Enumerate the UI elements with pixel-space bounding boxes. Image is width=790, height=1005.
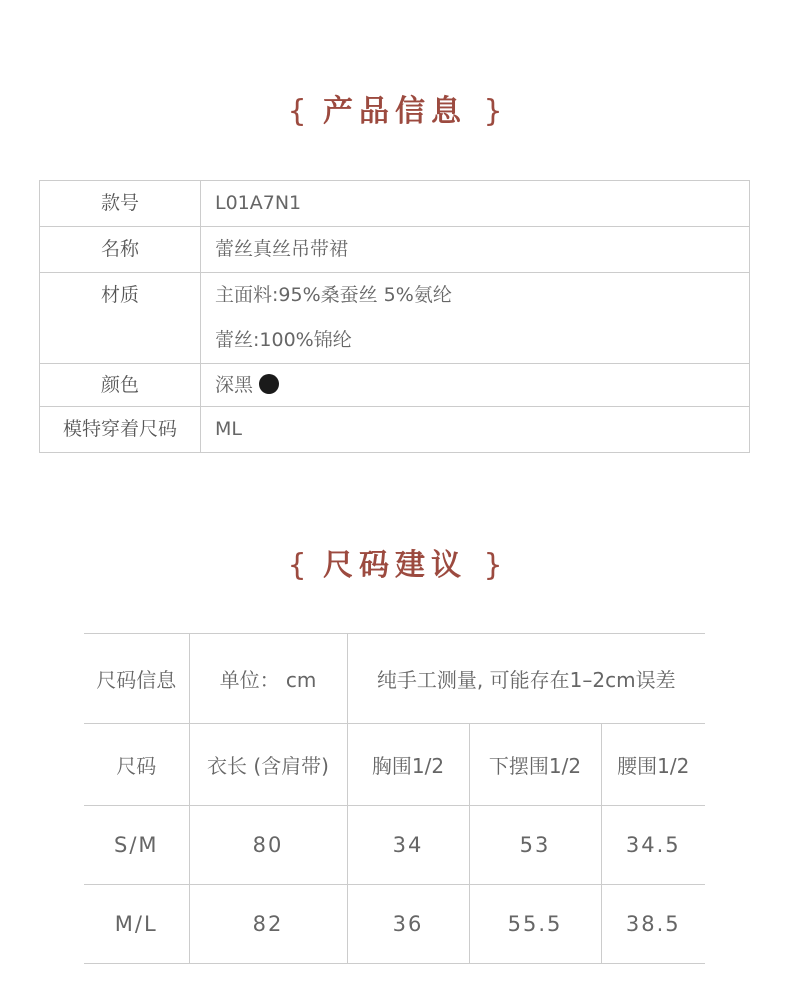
- info-value: 蕾丝真丝吊带裙: [201, 227, 750, 273]
- table-cell: 34: [347, 806, 469, 885]
- column-header: 腰围1/2: [601, 724, 705, 806]
- product-info-title: [0, 86, 790, 130]
- size-info-label: 尺码信息: [84, 634, 189, 724]
- column-header: 衣长 (含肩带): [189, 724, 347, 806]
- info-row-material: [40, 273, 750, 364]
- table-cell: S/M: [84, 806, 189, 885]
- info-row-model-size: [40, 407, 750, 453]
- info-label: 款号: [40, 181, 201, 227]
- info-row-style-number: [40, 181, 750, 227]
- left-brace: {: [287, 94, 307, 129]
- info-label: 颜色: [40, 364, 201, 407]
- info-value: 主面料:95%桑蚕丝 5%氨纶 蕾丝:100%锦纶: [201, 273, 750, 364]
- size-header-row: [84, 634, 705, 724]
- info-label: 名称: [40, 227, 201, 273]
- table-cell: M/L: [84, 885, 189, 964]
- info-row-name: [40, 227, 750, 273]
- table-row: [84, 885, 705, 964]
- table-cell: 82: [189, 885, 347, 964]
- size-columns-row: [84, 724, 705, 806]
- column-header: 尺码: [84, 724, 189, 806]
- measurement-note: 纯手工测量, 可能存在1–2cm误差: [347, 634, 705, 724]
- table-cell: 34.5: [601, 806, 705, 885]
- info-value: L01A7N1: [201, 181, 750, 227]
- size-table: [84, 633, 705, 964]
- table-row: [84, 806, 705, 885]
- product-info-title-text: 产品信息: [323, 94, 467, 129]
- table-cell: 80: [189, 806, 347, 885]
- unit-label: 单位： cm: [189, 634, 347, 724]
- table-cell: 36: [347, 885, 469, 964]
- info-label: 模特穿着尺码: [40, 407, 201, 453]
- info-value: ML: [201, 407, 750, 453]
- info-value: [201, 364, 750, 407]
- color-swatch: [259, 374, 279, 394]
- info-label: 材质: [40, 273, 201, 364]
- column-header: 胸围1/2: [347, 724, 469, 806]
- size-title: [0, 540, 790, 584]
- table-cell: 55.5: [469, 885, 601, 964]
- table-cell: 38.5: [601, 885, 705, 964]
- color-name: 深黑: [215, 374, 254, 396]
- right-brace: }: [483, 548, 503, 583]
- left-brace: {: [287, 548, 307, 583]
- right-brace: }: [483, 94, 503, 129]
- size-title-text: 尺码建议: [323, 548, 467, 583]
- product-info-table: [39, 180, 750, 453]
- info-row-color: [40, 364, 750, 407]
- column-header: 下摆围1/2: [469, 724, 601, 806]
- table-cell: 53: [469, 806, 601, 885]
